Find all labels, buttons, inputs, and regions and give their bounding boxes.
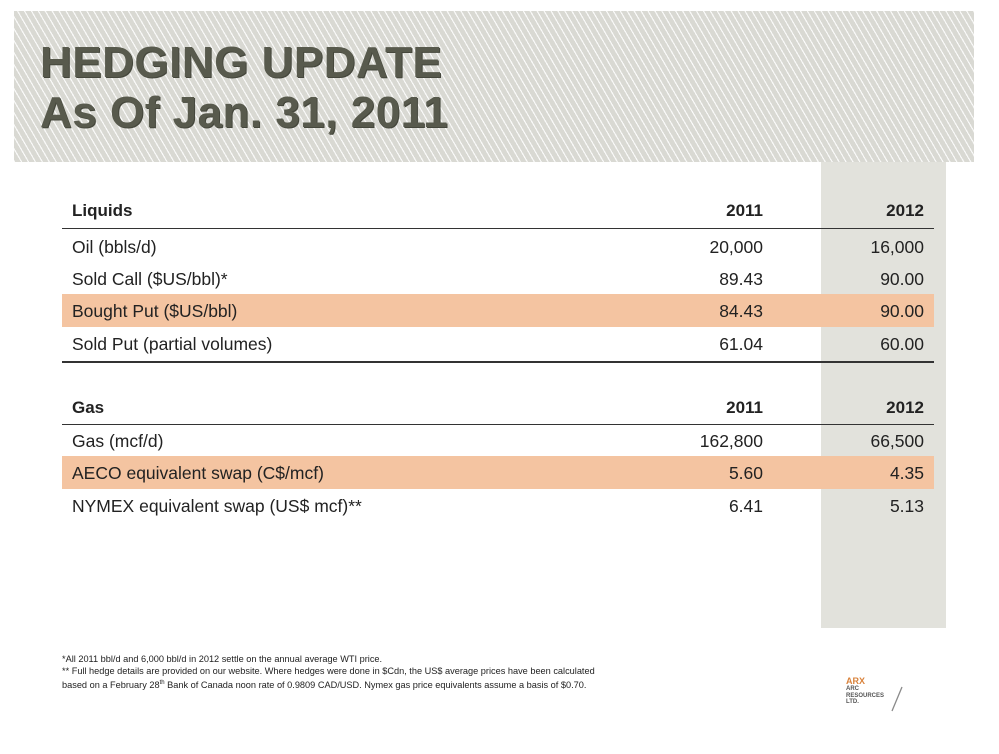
- row-label: Oil (bbls/d): [72, 237, 157, 257]
- row-value-2011: 20,000: [709, 237, 763, 257]
- gas-header-2012: 2012: [886, 398, 924, 417]
- table-row: [62, 327, 934, 360]
- footnote-3-superscript: th: [159, 680, 165, 686]
- logo-slash-icon: [890, 686, 904, 712]
- company-logo: [846, 676, 916, 716]
- row-value-2012: 90.00: [880, 301, 924, 321]
- row-value-2012: 5.13: [889, 496, 924, 516]
- table-row-highlighted: [62, 456, 934, 489]
- row-label: AECO equivalent swap (C$/mcf): [72, 463, 324, 483]
- row-value-2012: 16,000: [870, 237, 924, 257]
- row-value-2011: 89.43: [719, 269, 763, 289]
- liquids-header-rule: [62, 228, 934, 229]
- row-value-2011: 61.04: [719, 334, 763, 354]
- footnote-3-text: based on a February 28: [62, 680, 160, 691]
- row-value-2011: 162,800: [699, 431, 763, 451]
- table-row-highlighted: [62, 294, 934, 327]
- liquids-header-label: Liquids: [72, 201, 133, 220]
- liquids-header-2012: 2012: [886, 201, 924, 220]
- row-value-2011: 5.60: [728, 463, 763, 483]
- logo-subtitle: ARC RESOURCES LTD.: [846, 686, 885, 705]
- liquids-bottom-rule: [62, 361, 934, 363]
- page-title: HEDGING UPDATE: [40, 38, 443, 87]
- row-label: Bought Put ($US/bbl): [72, 301, 238, 321]
- table-row: [62, 424, 934, 457]
- logo-brand: ARX: [846, 676, 866, 686]
- footnote-1: *All 2011 bbl/d and 6,000 bbl/d in 2012 settle on the annual average WTI price.: [62, 654, 383, 664]
- row-value-2012: 60.00: [880, 334, 924, 354]
- table-row: [62, 230, 934, 263]
- row-value-2012: 4.35: [889, 463, 924, 483]
- row-value-2012: 66,500: [870, 431, 924, 451]
- liquids-header-2011: 2011: [726, 201, 763, 220]
- footnote-2: ** Full hedge details are provided on our website. Where hedges were done in $Cdn, the US$ average prices have been calculated: [62, 666, 595, 676]
- page-subtitle: As Of Jan. 31, 2011: [40, 88, 449, 137]
- footnote-3: [62, 677, 762, 691]
- gas-header-label: Gas: [72, 398, 105, 417]
- row-value-2011: 84.43: [719, 301, 763, 321]
- footnotes: [62, 653, 762, 691]
- row-value-2011: 6.41: [728, 496, 763, 516]
- row-value-2012: 90.00: [880, 269, 924, 289]
- table-row: [62, 489, 934, 522]
- row-label: NYMEX equivalent swap (US$ mcf)**: [72, 496, 362, 516]
- table-row: [62, 262, 934, 295]
- gas-header-2011: 2011: [726, 398, 763, 417]
- liquids-header-row: [62, 194, 934, 227]
- row-label: Gas (mcf/d): [72, 431, 164, 451]
- gas-header-row: [62, 391, 934, 424]
- row-label: Sold Call ($US/bbl)*: [72, 269, 228, 289]
- footnote-3-text-end: Bank of Canada noon rate of 0.9809 CAD/USD. Nymex gas price equivalents assume a basis of $0.70.: [164, 680, 587, 691]
- row-label: Sold Put (partial volumes): [72, 334, 273, 354]
